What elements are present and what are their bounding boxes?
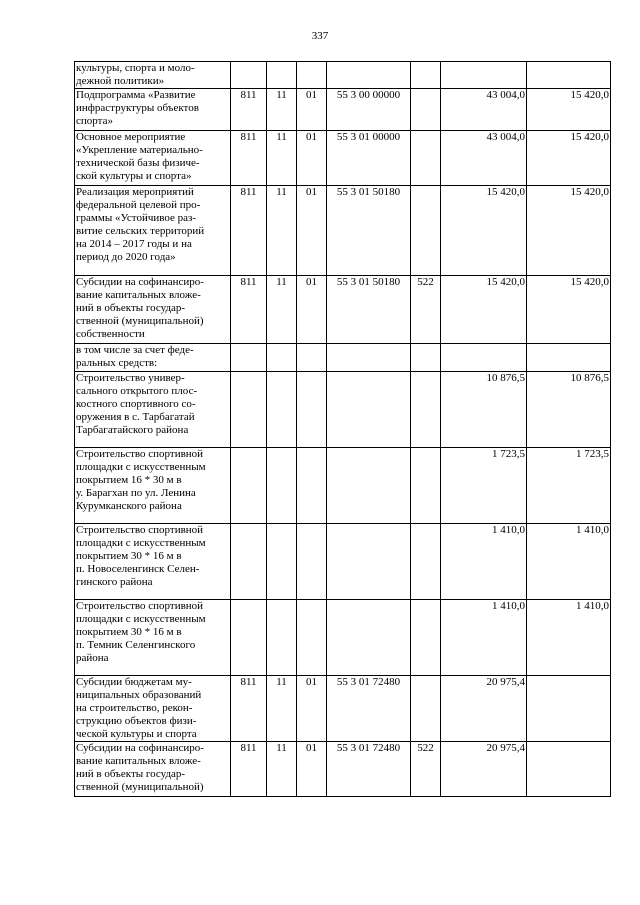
cell-rz: 11 — [267, 89, 297, 131]
cell-sum2 — [527, 344, 611, 372]
cell-csr: 55 3 01 50180 — [327, 276, 411, 344]
cell-sum2: 15 420,0 — [527, 186, 611, 276]
cell-name: Реализация мероприятий федеральной целевой про- граммы «Устойчивое раз- витие сельских территорий на 2014 – 2017 годы и на период до 2020 года» — [75, 186, 231, 276]
cell-csr — [327, 448, 411, 524]
cell-sum2 — [527, 742, 611, 797]
cell-pr: 01 — [297, 276, 327, 344]
table-row — [75, 676, 611, 742]
cell-vr — [411, 600, 441, 676]
cell-pr — [297, 344, 327, 372]
cell-ved: 811 — [231, 276, 267, 344]
cell-ved — [231, 62, 267, 89]
cell-vr — [411, 676, 441, 742]
table-row — [75, 344, 611, 372]
cell-name: Строительство спортивной площадки с искусственным покрытием 30 * 16 м в п. Темник Селенгинского района — [75, 600, 231, 676]
cell-ved: 811 — [231, 89, 267, 131]
cell-rz: 11 — [267, 276, 297, 344]
table-body — [75, 62, 611, 797]
table-row — [75, 276, 611, 344]
cell-sum2: 10 876,5 — [527, 372, 611, 448]
cell-rz — [267, 600, 297, 676]
cell-pr: 01 — [297, 186, 327, 276]
cell-csr: 55 3 01 50180 — [327, 186, 411, 276]
cell-sum1: 10 876,5 — [441, 372, 527, 448]
cell-pr — [297, 372, 327, 448]
cell-sum1: 43 004,0 — [441, 131, 527, 186]
table-row — [75, 372, 611, 448]
cell-name: Строительство спортивной площадки с искусственным покрытием 30 * 16 м в п. Новоселенгинск Селен- гинского района — [75, 524, 231, 600]
table-row — [75, 448, 611, 524]
cell-sum2 — [527, 62, 611, 89]
cell-sum2: 15 420,0 — [527, 89, 611, 131]
cell-rz — [267, 524, 297, 600]
cell-vr — [411, 372, 441, 448]
cell-csr: 55 3 01 72480 — [327, 676, 411, 742]
cell-ved — [231, 448, 267, 524]
cell-pr: 01 — [297, 89, 327, 131]
cell-vr — [411, 186, 441, 276]
cell-name: Подпрограмма «Развитие инфраструктуры объектов спорта» — [75, 89, 231, 131]
cell-sum2: 1 723,5 — [527, 448, 611, 524]
cell-vr — [411, 62, 441, 89]
table-row — [75, 62, 611, 89]
cell-vr: 522 — [411, 742, 441, 797]
cell-ved — [231, 372, 267, 448]
cell-pr — [297, 62, 327, 89]
table-row — [75, 524, 611, 600]
table-row — [75, 89, 611, 131]
cell-name: в том числе за счет феде- ральных средств: — [75, 344, 231, 372]
cell-csr: 55 3 01 00000 — [327, 131, 411, 186]
cell-name: Субсидии на софинансиро- вание капитальных вложе- ний в объекты государ- ственной (муниципальной) собственности — [75, 276, 231, 344]
cell-sum1: 20 975,4 — [441, 676, 527, 742]
cell-csr: 55 3 01 72480 — [327, 742, 411, 797]
cell-name: Субсидии бюджетам му- ниципальных образований на строительство, рекон- струкцию объектов физи- ческой культуры и спорта — [75, 676, 231, 742]
cell-sum1 — [441, 62, 527, 89]
table-row — [75, 131, 611, 186]
cell-name: Субсидии на софинансиро- вание капитальных вложе- ний в объекты государ- ственной (муниципальной) — [75, 742, 231, 797]
cell-rz: 11 — [267, 131, 297, 186]
page-number: 337 — [311, 30, 329, 42]
cell-rz — [267, 372, 297, 448]
cell-sum2 — [527, 676, 611, 742]
cell-sum1: 43 004,0 — [441, 89, 527, 131]
budget-table — [74, 61, 611, 797]
cell-vr — [411, 448, 441, 524]
cell-vr — [411, 131, 441, 186]
table-row — [75, 600, 611, 676]
cell-pr — [297, 600, 327, 676]
cell-pr — [297, 448, 327, 524]
cell-sum2: 15 420,0 — [527, 276, 611, 344]
cell-vr — [411, 524, 441, 600]
cell-name: культуры, спорта и моло- дежной политики» — [75, 62, 231, 89]
cell-ved — [231, 600, 267, 676]
cell-rz: 11 — [267, 186, 297, 276]
cell-ved: 811 — [231, 676, 267, 742]
cell-ved: 811 — [231, 742, 267, 797]
cell-vr — [411, 344, 441, 372]
cell-pr: 01 — [297, 676, 327, 742]
cell-csr — [327, 524, 411, 600]
cell-name: Основное мероприятие «Укрепление материально- технической базы физиче- ской культуры и спорта» — [75, 131, 231, 186]
cell-rz — [267, 62, 297, 89]
cell-ved — [231, 344, 267, 372]
cell-csr — [327, 372, 411, 448]
cell-ved — [231, 524, 267, 600]
cell-sum2: 1 410,0 — [527, 600, 611, 676]
cell-csr — [327, 62, 411, 89]
cell-pr: 01 — [297, 742, 327, 797]
cell-rz: 11 — [267, 742, 297, 797]
cell-pr — [297, 524, 327, 600]
cell-sum2: 1 410,0 — [527, 524, 611, 600]
cell-name: Строительство спортивной площадки с искусственным покрытием 16 * 30 м в у. Барагхан по ул. Ленина Курумканского района — [75, 448, 231, 524]
cell-csr — [327, 344, 411, 372]
cell-sum1: 1 410,0 — [441, 524, 527, 600]
cell-vr — [411, 89, 441, 131]
table-row — [75, 742, 611, 797]
table-row — [75, 186, 611, 276]
cell-vr: 522 — [411, 276, 441, 344]
cell-sum1: 15 420,0 — [441, 186, 527, 276]
cell-sum1: 15 420,0 — [441, 276, 527, 344]
cell-csr — [327, 600, 411, 676]
cell-csr: 55 3 00 00000 — [327, 89, 411, 131]
cell-sum1: 20 975,4 — [441, 742, 527, 797]
cell-name: Строительство универ- сального открытого плос- костного спортивного со- оружения в с. Тарбагатай Тарбагатайского района — [75, 372, 231, 448]
cell-rz: 11 — [267, 676, 297, 742]
cell-sum1: 1 723,5 — [441, 448, 527, 524]
cell-sum1: 1 410,0 — [441, 600, 527, 676]
cell-ved: 811 — [231, 186, 267, 276]
cell-pr: 01 — [297, 131, 327, 186]
cell-sum2: 15 420,0 — [527, 131, 611, 186]
cell-rz — [267, 344, 297, 372]
cell-sum1 — [441, 344, 527, 372]
cell-ved: 811 — [231, 131, 267, 186]
cell-rz — [267, 448, 297, 524]
